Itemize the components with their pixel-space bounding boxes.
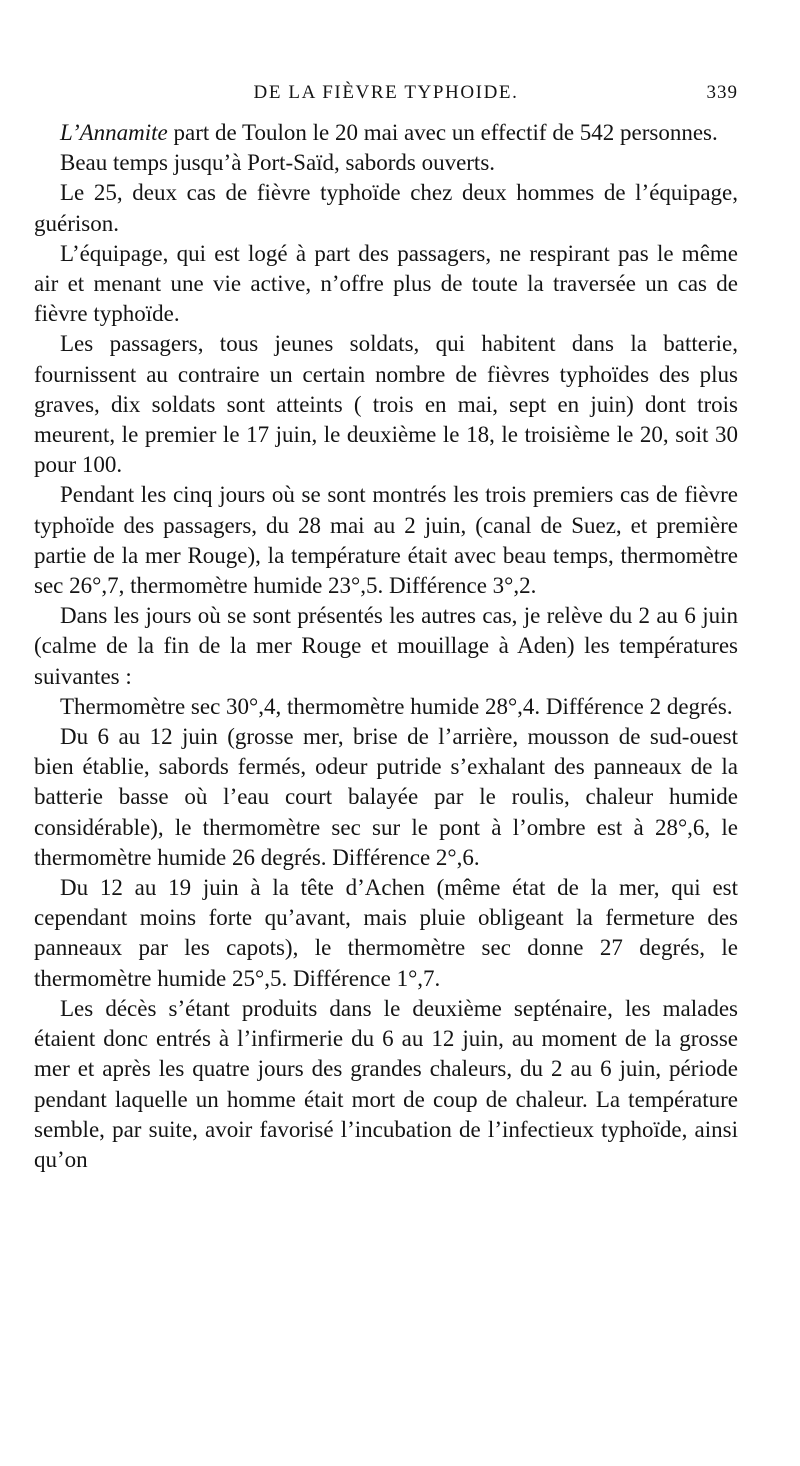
paragraph-7: Dans les jours où se sont présentés les autres cas, je relève du 2 au 6 juin (calme de la fin de la mer Rouge et mouillage à Aden) les températures suivantes : (34, 603, 738, 689)
paragraph-8: Thermomètre sec 30°,4, thermomètre humide 28°,4. Différence 2 degrés. (60, 693, 733, 719)
body-text (34, 118, 738, 1175)
paragraph-11: Les décès s’étant produits dans le deuxième septénaire, les malades étaient donc entrés à l’infirmerie du 6 au 12 juin, au moment de la grosse mer et après les quatre jours des grandes chaleurs, du 2 au 6 juin, période pendant laquelle un homme était mort de coup de chaleur. La température semble, par suite, avoir favorisé l’incubation de l’infectieux typhoïde, ainsi qu’on (34, 995, 738, 1172)
paragraph-5: Les passagers, tous jeunes soldats, qui habitent dans la batterie, fournissent au contraire un certain nombre de fièvres typhoïdes des plus graves, dix soldats sont atteints ( trois en mai, sept en juin) dont trois meurent, le premier le 17 juin, le deuxième le 18, le troisième le 20, soit 30 pour 100. (34, 331, 738, 478)
paragraph-2: Beau temps jusqu’à Port-Saïd, sabords ouverts. (60, 150, 496, 176)
paragraph-10: Du 12 au 19 juin à la tête d’Achen (même état de la mer, qui est cependant moins forte qu’avant, mais pluie obligeant la fermeture des panneaux par les capots), le thermomètre sec donne 27 degrés, le thermomètre humide 25°,5. Différence 1°,7. (34, 875, 738, 991)
paragraph-3: Le 25, deux cas de fièvre typhoïde chez deux hommes de l’équipage, guérison. (34, 180, 738, 236)
page-number: 339 (706, 82, 738, 103)
paragraph-4: L’équipage, qui est logé à part des passagers, ne respirant pas le même air et menant une vie active, n’offre plus de toute la traversée un cas de fièvre typhoïde. (34, 240, 738, 327)
paragraph-9: Du 6 au 12 juin (grosse mer, brise de l’arrière, mousson de sud-ouest bien établie, sabords fermés, odeur putride s’exhalant des panneaux de la batterie basse où l’eau court balayée par le roulis, chaleur humide considérable), le thermomètre sec sur le pont à l’ombre est à 28°,6, le thermomètre humide 26 degrés. Différence 2°,6. (34, 724, 738, 870)
running-title: DE LA FIÈVRE TYPHOIDE. (253, 82, 519, 103)
paragraph-1-text: part de Toulon le 20 mai avec un effectif de 542 personnes. (167, 120, 718, 145)
paragraph-6: Pendant les cinq jours où se sont montrés les trois premiers cas de fièvre typhoïde des passagers, du 28 mai au 2 juin, (canal de Suez, et première partie de la mer Rouge), la température était avec beau temps, thermomètre sec 26°,7, thermomètre humide 23°,5. Différence 3°,2. (34, 482, 738, 599)
paragraph-1 (34, 118, 738, 148)
ship-name: L’Annamite (60, 120, 168, 145)
page-header (34, 82, 738, 112)
